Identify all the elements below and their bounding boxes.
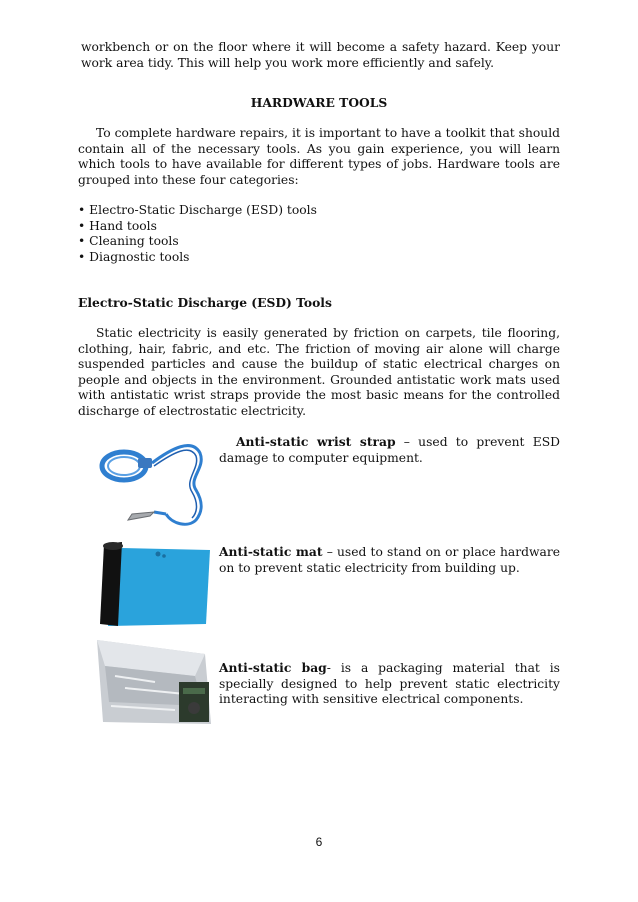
mat-description: – used to stand on or place hardware on to prevent static electricity from building up. [219, 545, 560, 575]
anti-static-mat-image [98, 540, 210, 626]
list-item: • Cleaning tools [78, 234, 317, 250]
page-number: 6 [315, 835, 323, 849]
wrist-strap-image [92, 428, 210, 530]
bag-description: - is a packaging material that is specially designed to help prevent static electricity interacting with sensitive electrical components. [219, 661, 560, 707]
esd-paragraph: Static electricity is easily generated by friction on carpets, tile flooring, clothing, hair, fabric, and etc. The friction of moving air alone will charge suspended particles and cause the buildup of static electrical charges on people and objects in the environment. Grounded antistatic work mats used with antistatic wrist straps provide the most basic means for the controlled discharge of electrostatic electricity. [78, 326, 560, 418]
anti-static-bag-image [95, 636, 213, 726]
bag-name: Anti-static bag [219, 660, 327, 675]
list-item: • Electro-Static Discharge (ESD) tools [78, 203, 317, 219]
intro-continuation: workbench or on the floor where it will become a safety hazard. Keep your work area tidy. This will help you work more efficiently and safely. [81, 40, 560, 70]
hardware-tools-paragraph: To complete hardware repairs, it is important to have a toolkit that should contain all of the necessary tools. As you gain experience, you will learn which tools to have available for different types of jobs. Hardware tools are grouped into these four categories: [78, 126, 560, 187]
wrist-strap-name: Anti-static wrist strap [236, 434, 396, 449]
tool-categories-list [78, 203, 317, 265]
bag-text [219, 660, 560, 708]
wrist-strap-description: – used to prevent ESD damage to computer equipment. [219, 435, 560, 465]
mat-name: Anti-static mat [219, 544, 323, 559]
mat-text [219, 544, 560, 576]
hardware-tools-heading: HARDWARE TOOLS [250, 95, 388, 110]
esd-heading: Electro-Static Discharge (ESD) Tools [78, 295, 332, 310]
list-item: • Hand tools [78, 219, 317, 235]
wrist-strap-text [219, 434, 560, 466]
list-item: • Diagnostic tools [78, 250, 317, 266]
